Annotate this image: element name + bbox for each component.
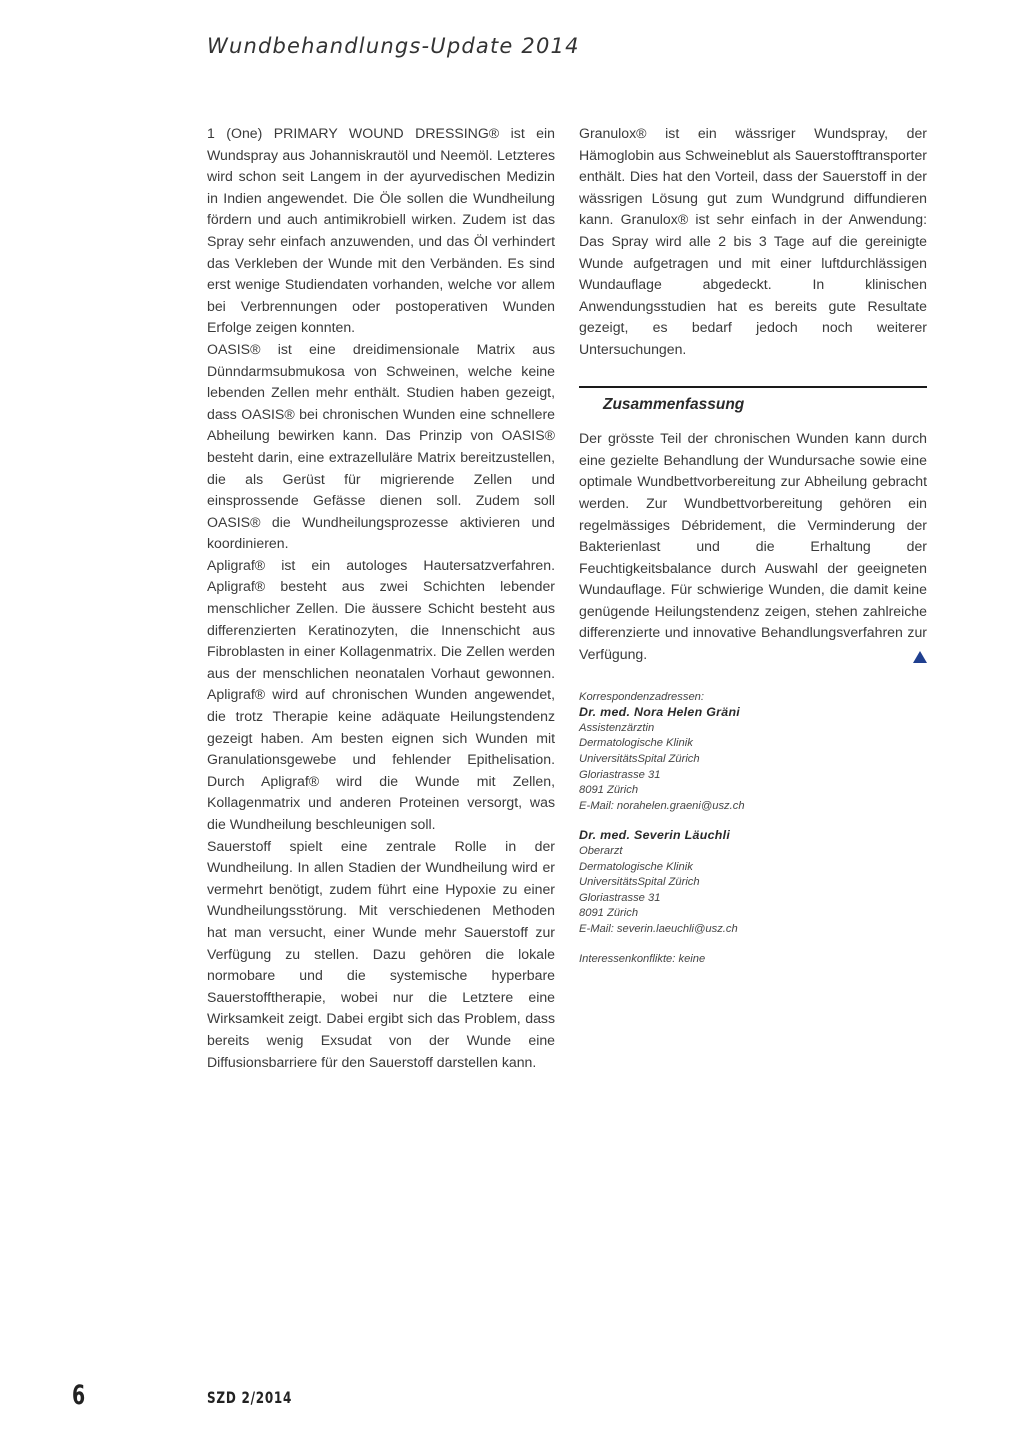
contact-street: Gloriastrasse 31 xyxy=(579,891,661,904)
contact-name: Dr. med. Nora Helen Gräni xyxy=(579,705,741,720)
summary-section xyxy=(579,428,927,666)
contact-block xyxy=(579,705,927,814)
section-divider xyxy=(579,386,927,388)
contact-institution: UniversitätsSpital Zürich xyxy=(579,876,700,889)
journal-issue: SZD 2/2014 xyxy=(207,1388,293,1407)
paragraph-sauerstoff: Sauerstoff spielt eine zentrale Rolle in der Wundheilung. In allen Stadien der Wundheilung wird er vermehrt benötigt, zudem führt eine Hypoxie zu einer Wundheilungsstörung. Mit verschiedenen Methoden hat man versucht, einer Wunde mehr Sauerstoff zur Verfügung zu stellen. Dazu gehören die lokale normobare und die systemische hyperbare Sauerstofftherapie, wobei nur die Letztere eine Wirksamkeit zeigt. Dabei ergibt sich das Problem, dass bereits wenig Exsudat von der Wunde eine Diffusionsbarriere für den Sauerstoff darstellen kann. xyxy=(207,837,555,1070)
contact-role: Oberarzt xyxy=(579,845,623,857)
paragraph-apligraf: Apligraf® ist ein autologes Hautersatzverfahren. Apligraf® besteht aus zwei Schichten lebender menschlicher Zellen. Die äussere Schicht besteht aus differenzierten Keratinozyten, die Innenschicht aus Fibroblasten in einer Kollagenmatrix. Die Zellen werden aus der menschlichen neonatalen Vorhaut gewonnen. Apligraf® wird auf chronischen Wunden angewendet, die trotz Therapie keine adäquate Heilungstendenz gezeigt haben. Am besten eignen sich Wunden mit Granulationsgewebe und fehlender Epithelisation. Durch Apligraf® wird die Wunde mit Zellen, Kollagenmatrix und anderen Proteinen versorgt, was die Wundheilung beschleunigen soll. xyxy=(207,556,555,832)
page-number: 6 xyxy=(72,1380,86,1411)
contact-role: Assistenzärztin xyxy=(579,721,655,734)
correspondence-heading: Korrespondenzadressen: xyxy=(579,690,705,703)
conflict-of-interest-note: Interessenkonflikte: keine xyxy=(579,952,706,965)
contact-email: E-Mail: norahelen.graeni@usz.ch xyxy=(579,799,745,812)
end-of-article-triangle-icon xyxy=(913,651,927,663)
right-column xyxy=(579,123,927,967)
summary-text: Der grösste Teil der chronischen Wunden kann durch eine gezielte Behandlung der Wundursache sowie eine optimale Wundbettvorbereitung zur Abheilung gebracht werden. Zur Wundbettvorbereitung gehören ein regelmässiges Débridement, die Verminderung der Bakterienlast und die Erhaltung der Feuchtigkeitsbalance durch Auswahl der geeigneten Wundauflage. Für schwierige Wunden, die damit keine genügende Heilungstendenz zeigen, stehen zahlreiche differenzierte und innovative Behandlungsverfahren zur Verfügung. xyxy=(579,430,927,663)
contact-institution: UniversitätsSpital Zürich xyxy=(579,753,700,766)
contact-city: 8091 Zürich xyxy=(579,907,639,920)
paragraph-granulox: Granulox® ist ein wässriger Wundspray, der Hämoglobin aus Schweineblut als Sauerstofftransporter enthält. Dies hat den Vorteil, dass der Sauerstoff in der wässrigen Lösung gut zum Wundgrund diffundieren kann. Granulox® ist sehr einfach in der Anwendung: Das Spray wird alle 2 bis 3 Tage auf die gereinigte Wunde aufgetragen und mit einer luftdurchlässigen Wundauflage abgedeckt. In klinischen Anwendungsstudien hat es bereits gute Resultate gezeigt, es bedarf jedoch noch weiterer Untersuchungen. xyxy=(579,125,927,357)
contact-email: E-Mail: severin.laeuchli@usz.ch xyxy=(579,922,738,935)
paragraph-oasis: OASIS® ist eine dreidimensionale Matrix aus Dünndarmsubmukosa von Schweinen, welche keine lebenden Zellen mehr enthält. Studien haben gezeigt, dass OASIS® bei chronischen Wunden eine schnellere Abheilung bewirken kann. Das Prinzip von OASIS® besteht darin, eine extrazelluläre Matrix bereitzustellen, die als Gerüst für migrierende Zellen und einsprossende Gefässe dienen soll. Zudem soll OASIS® die Wundheilungsprozesse aktivieren und koordinieren. xyxy=(207,340,555,552)
contact-city: 8091 Zürich xyxy=(579,784,639,797)
contact-name: Dr. med. Severin Läuchli xyxy=(579,828,731,843)
contact-block xyxy=(579,828,927,937)
contact-department: Dermatologische Klinik xyxy=(579,737,693,750)
contact-department: Dermatologische Klinik xyxy=(579,860,693,873)
correspondence-addresses xyxy=(579,690,927,968)
left-column xyxy=(207,123,555,1073)
running-title: Wundbehandlungs-Update 2014 xyxy=(207,34,580,58)
paragraph-one-primary: 1 (One) PRIMARY WOUND DRESSING® ist ein Wundspray aus Johanniskrautöl und Neemöl. Letzteres wird schon seit Langem in der ayurvedischen Medizin in Indien angewendet. Die Öle sollen die Wundheilung fördern und auch antimikrobiell wirken. Zudem ist das Spray sehr einfach anzuwenden, und das Öl verhindert das Verkleben der Wunde mit den Verbänden. Es sind erst wenige Studiendaten vorhanden, welche vor allem bei Verbrennungen oder postoperativen Wunden Erfolge zeigen konnten. xyxy=(207,125,555,336)
contact-street: Gloriastrasse 31 xyxy=(579,768,661,781)
summary-heading: Zusammenfassung xyxy=(603,395,745,413)
